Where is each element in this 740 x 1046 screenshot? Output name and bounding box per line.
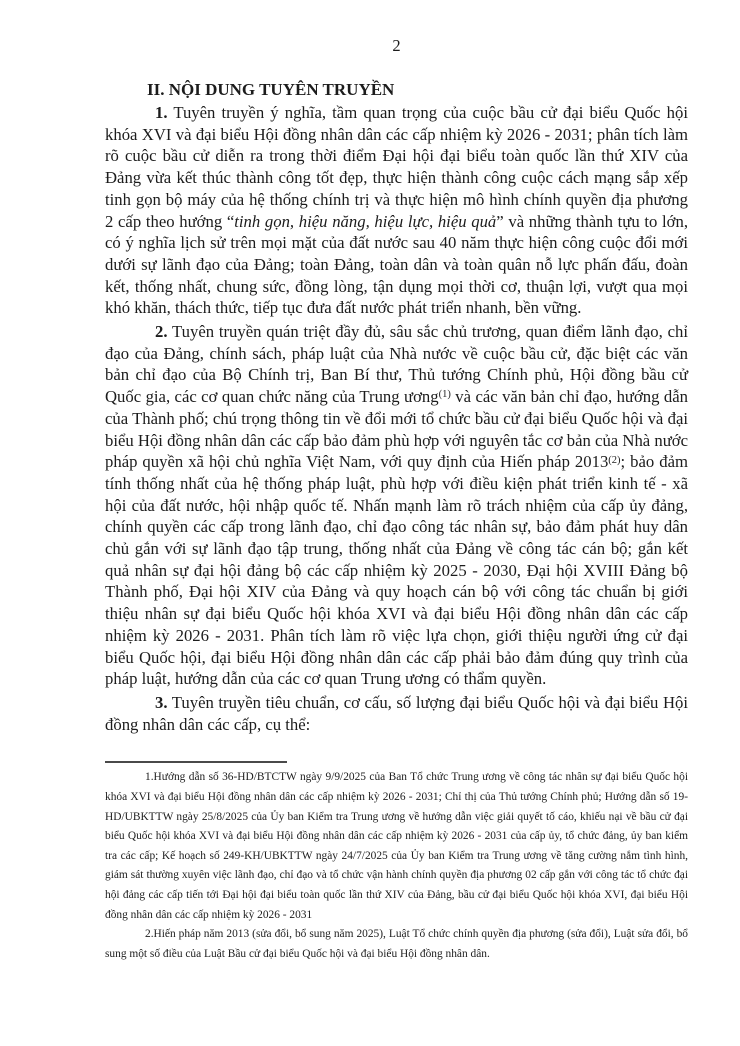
- paragraph-2-text-run-2: và các văn bản chỉ đạo, hướng dẫn của Thành phố; chú trọng thông tin về đổi mới tổ chức bầu cử đại biểu Quốc hội và đại biểu Hội đồng nhân dân các cấp bảo đảm phù hợp với nguyên tắc cơ bản của Nhà nước pháp quyền xã hội chủ nghĩa Việt Nam, với quy định của Hiến pháp 2013: [105, 387, 689, 472]
- paragraph-1-italic-quote: tinh gọn, hiệu năng, hiệu lực, hiệu quả: [234, 211, 497, 231]
- paragraph-2-text-run: Tuyên truyền quán triệt đầy đủ, sâu sắc chủ trương, quan điểm lãnh đạo, chỉ đạo của Đảng, chính sách, pháp luật của Nhà nước về cuộc bầu cử, đặc biệt các văn bản chỉ đạo của Bộ Chính trị, Ban Bí thư, Thủ tướng Chính phủ, Hội đồng bầu cử Quốc gia, các cơ quan chức năng của Trung ương: [105, 322, 688, 407]
- section-heading: II. NỘI DUNG TUYÊN TRUYỀN: [147, 80, 395, 99]
- paragraph-1: [105, 102, 688, 319]
- paragraph-1-number: 1.: [155, 103, 168, 122]
- paragraph-2-text-run-3: ; bảo đảm tính thống nhất của hệ thống pháp luật, phù hợp với điều kiện phát triển kinh tế - xã hội của đất nước, hội nhập quốc tế. Nhấn mạnh làm rõ trách nhiệm của cấp ủy đảng, chính quyền các cấp trong lãnh đạo, chỉ đạo công tác nhân sự, bảo đảm phát huy dân chủ gắn với sự lãnh đạo tập trung, thống nhất của Đảng về công tác cán bộ; gắn kết quả nhân sự đại hội đảng bộ các cấp nhiệm kỳ 2025 - 2030, Đại hội XVIII Đảng bộ Thành phố, Đại hội XIV của Đảng và quy hoạch cán bộ với công tác chuẩn bị giới thiệu nhân sự đại biểu Quốc hội khóa XVI và đại biểu Hội đồng nhân dân các cấp nhiệm kỳ 2026 - 2031. Phân tích làm rõ việc lựa chọn, giới thiệu người ứng cử đại biểu Quốc hội, đại biểu Hội đồng nhân dân các cấp phải bảo đảm đúng quy trình của pháp luật, hướng dẫn của các cơ quan Trung ương có thẩm quyền.: [105, 452, 688, 689]
- paragraph-3-number: 3.: [155, 692, 168, 712]
- paragraph-1-text-run: Tuyên truyền ý nghĩa, tầm quan trọng của cuộc bầu cử đại biểu Quốc hội khóa XVI và đại biểu Hội đồng nhân dân các cấp nhiệm kỳ 2026 - 2031; phân tích làm rõ cuộc bầu cử diễn ra trong thời điểm Đại hội đại biểu toàn quốc lần thứ XIV của Đảng vừa kết thúc thành công tốt đẹp, thực hiện thành công cuộc cách mạng sắp xếp tinh gọn bộ máy của hệ thống chính trị và thực hiện mô hình chính quyền địa phương 2 cấp theo hướng “: [105, 103, 688, 231]
- footnote-2: 2.Hiến pháp năm 2013 (sửa đổi, bổ sung năm 2025), Luật Tổ chức chính quyền địa phương (sửa đổi), Luật sửa đổi, bổ sung một số điều của Luật Bầu cử đại biểu Quốc hội và đại biểu Hội đồng nhân dân.: [105, 928, 688, 960]
- paragraph-3: [105, 692, 688, 735]
- paragraph-3-text-run: Tuyên truyền tiêu chuẩn, cơ cấu, số lượng đại biểu Quốc hội và đại biểu Hội đồng nhân dân các cấp, cụ thể:: [105, 692, 688, 734]
- paragraph-2: [105, 321, 688, 690]
- footnote-separator: [105, 761, 287, 763]
- page-number: 2: [392, 36, 401, 55]
- paragraph-1-text-run-2: ” và những thành tựu to lớn, có ý nghĩa lịch sử trên mọi mặt của đất nước sau 40 năm thực hiện công cuộc đổi mới dưới sự lãnh đạo của Đảng; toàn Đảng, toàn dân và toàn quân nỗ lực phấn đấu, đoàn kết, thống nhất, chung sức, đồng lòng, tận dụng mọi thời cơ, thuận lợi, vượt qua mọi khó khăn, thách thức, tiếp tục đưa đất nước phát triển nhanh, bền vững.: [105, 211, 688, 318]
- paragraph-2-number: 2.: [155, 322, 168, 342]
- footnote-ref-2: (2): [608, 454, 621, 466]
- footnote-ref-1: (1): [438, 389, 451, 401]
- footnote-1: 1.Hướng dẫn số 36-HD/BTCTW ngày 9/9/2025 của Ban Tổ chức Trung ương về công tác nhân sự đại biểu Quốc hội khóa XVI và đại biểu Hội đồng nhân dân các cấp nhiệm kỳ 2026 - 2031; Chỉ thị của Thủ tướng Chính phủ; Hướng dẫn số 19-HD/UBKTTW ngày 25/8/2025 của Ủy ban Kiểm tra Trung ương về hướng dẫn việc giải quyết tố cáo, khiếu nại về bầu cử đại biểu Quốc hội khóa XVI và đại biểu Hội đồng nhân dân các cấp nhiệm kỳ 2026 - 2031 của cấp ủy, tổ chức đảng, ủy ban kiểm tra các cấp; Kế hoạch số 249-KH/UBKTTW ngày 24/7/2025 của Ủy ban Kiểm tra Trung ương về tăng cường nắm tình hình, giám sát thường xuyên việc lãnh đạo, chỉ đạo và tổ chức vận hành chính quyền địa phương 02 cấp gắn với công tác tổ chức đại hội đảng các cấp tiến tới Đại hội đại biểu toàn quốc lần thứ XIV của Đảng, bầu cử đại biểu Quốc hội khóa XVI, đại biểu Hội đồng nhân dân các cấp nhiệm kỳ 2026 - 2031: [105, 771, 688, 921]
